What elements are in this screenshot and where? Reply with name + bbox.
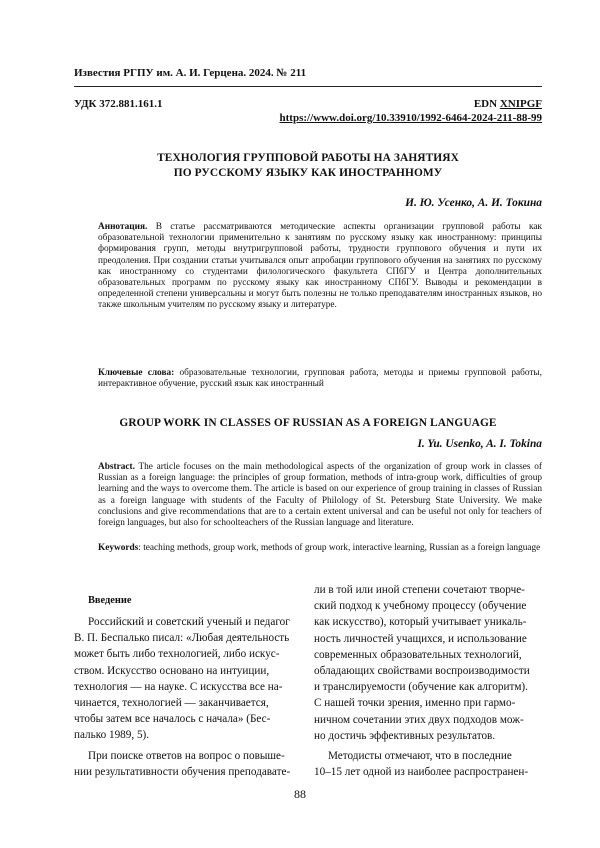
edn-code[interactable]: XNIPGF: [499, 98, 542, 110]
body-line: ский подход к учебному процессу (обучение: [314, 600, 527, 613]
ru-abstract-text: В статье рассматриваются методические аспекты организации групповой работы как образовательной технологии применительно к занятиям по русскому языку как иностранному: принципы формирования групп, методы внутригрупповой работы, трудности группового обучения и пути их преодоления. При создании статьи учитывался опыт апробации группового обучения на занятиях по русскому как иностранному со студентами филологического факультета СПбГУ и Центра дополнительных образовательных программ по русскому языку как иностранному СПбГУ. Выводы и рекомендации в определенной степени универсальны и могут быть полезны не только преподавателям иностранных языков, но также школьным учителям по русскому языку и литературе.: [98, 222, 542, 311]
en-keywords-label: Keywords: [98, 543, 139, 553]
body-line: ли в той или иной степени сочетают творче-: [314, 584, 525, 596]
udk-code: УДК 372.881.161.1: [74, 98, 163, 110]
ru-keywords-text: образовательные технологии, групповая работа, методы и приемы групповой работы, интерактивное обучение, русский язык как иностранный: [98, 368, 542, 390]
en-title: GROUP WORK IN CLASSES OF RUSSIAN AS A FOREIGN LANGUAGE: [119, 417, 497, 429]
body-line: чинается, технологией — заканчивается,: [74, 697, 269, 710]
body-column-left: [74, 614, 294, 780]
edn-label: EDN: [473, 98, 498, 110]
en-abstract: [98, 462, 542, 529]
ru-title-line-1: ТЕХНОЛОГИЯ ГРУППОВОЙ РАБОТЫ НА ЗАНЯТИЯХ: [157, 152, 459, 164]
body-line: 10–15 лет одной из наиболее распространен-: [314, 766, 529, 779]
ru-authors: И. Ю. Усенко, А. И. Токина: [405, 197, 542, 209]
body-line: но достичь эффективных результатов.: [314, 729, 496, 742]
body-line: При поиске ответов на вопрос о повыше-: [88, 749, 285, 762]
body-line: обладающих свойствами воспроизводимости: [314, 665, 530, 678]
ru-abstract: [98, 222, 542, 312]
body-line: ством. Искусство основано на интуиции,: [74, 664, 270, 677]
ru-abstract-label: Аннотация.: [98, 222, 148, 232]
body-line: может быть либо технологией, либо искус-: [74, 648, 280, 661]
body-line: В. П. Беспалько писал: «Любая деятельность: [74, 632, 290, 645]
body-line: ность личностей учащихся, и использование: [314, 632, 527, 645]
body-line: и транслируемости (обучение как алгоритм).: [314, 681, 528, 694]
body-line: технология — на науке. С искусства все на-: [74, 680, 283, 693]
body-line: нии результативности обучения преподавате-: [74, 765, 291, 778]
en-abstract-text: The article focuses on the main methodological aspects of the organization of group work in classes of Russian as a foreign language: the principles of group formation, methods of intra-group work, difficulties of group learning and the ways to overcome them. The article is based on our experience of group training in classes of Russian as a foreign language with students of the Faculty of Philology of St. Petersburg State University. We make conclusions and give recommendations that are to a certain extent universal and can be useful not only for teachers of foreign languages, but also for schoolteachers of the Russian language and literature.: [98, 462, 542, 529]
en-authors: I. Yu. Usenko, A. I. Tokina: [417, 438, 542, 450]
en-keywords-text: : teaching methods, group work, methods of group work, interactive learning, Russian as a foreign language: [138, 543, 541, 553]
header-rule: [74, 86, 542, 87]
body-line: современных образовательных технологий,: [314, 648, 522, 661]
en-abstract-label: Abstract.: [98, 462, 135, 472]
ru-title-line-2: ПО РУССКОМУ ЯЗЫКУ КАК ИНОСТРАННОМУ: [173, 167, 443, 179]
body-line: ничном сочетании этих двух подходов мож-: [314, 713, 524, 726]
section-heading-intro: Введение: [88, 595, 132, 606]
body-line: Методисты отмечают, что в последние: [328, 750, 512, 763]
journal-header: Известия РГПУ им. А. И. Герцена. 2024. № 211: [74, 67, 307, 79]
page-number: 88: [294, 787, 306, 801]
ru-keywords: [98, 368, 542, 390]
body-line: Российский и советский ученый и педагог: [88, 616, 290, 628]
ru-keywords-label: Ключевые слова:: [98, 368, 175, 378]
body-column-right: [314, 582, 534, 780]
en-keywords: [98, 543, 542, 554]
edn-identifier: [474, 98, 542, 110]
body-line: как искусство), который учитывает уникаль-: [314, 616, 527, 629]
body-line: С нашей точки зрения, именно при гармо-: [314, 697, 516, 710]
body-line: чтобы затем все началось с начала» (Бес-: [74, 713, 271, 726]
doi-link[interactable]: https://www.doi.org/10.33910/1992-6464-2024-211-88-99: [279, 112, 542, 124]
body-line: палько 1989, 5).: [74, 729, 150, 742]
